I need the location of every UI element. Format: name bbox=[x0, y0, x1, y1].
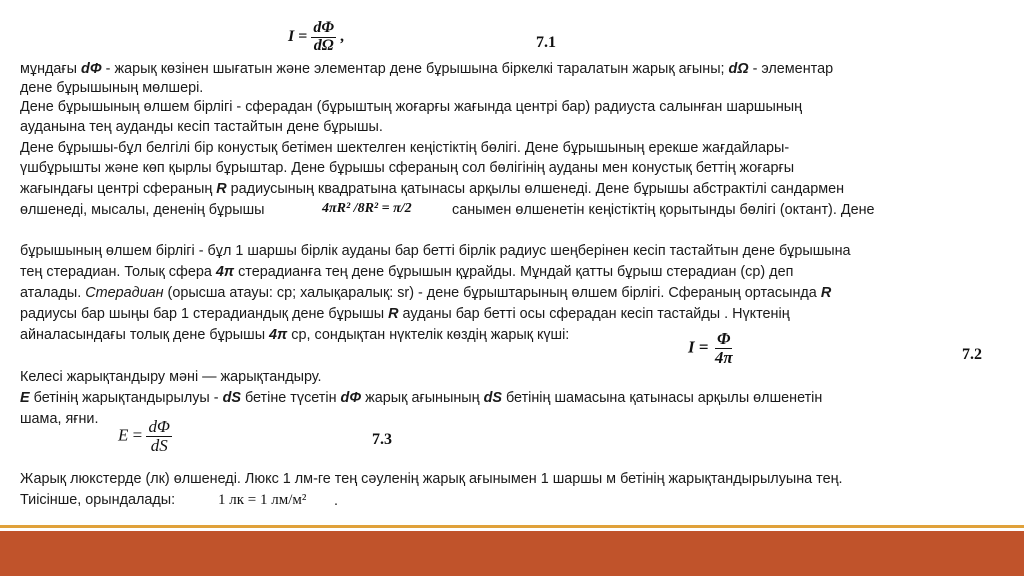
formula-7-3-numerator: dΦ bbox=[148, 417, 170, 436]
text-line-4: ауданына тең ауданды кесіп тастайтын дене бұрышы. bbox=[20, 119, 383, 135]
text-line-18: Тиісінше, орындалады: bbox=[20, 492, 176, 508]
accent-line bbox=[0, 525, 1024, 528]
text-line-8-left: өлшенеді, мысалы, дененің бұрышы bbox=[20, 202, 265, 218]
formula-7-2-fraction bbox=[713, 330, 735, 367]
text-line-12: радиусы бар шыңы бар 1 стерадиандық дене бұрышы R ауданы бар бетті осы сферадан кесіп тастайды . Нүктенің bbox=[20, 306, 790, 322]
formula-7-2 bbox=[688, 330, 735, 367]
formula-7-2-lhs: I bbox=[688, 337, 695, 357]
text-line-11: аталады. Стерадиан (орысша атауы: ср; халықаралық: sr) - дене бұрыштарының өлшем бірлігі. Сфераның ортасында R bbox=[20, 285, 832, 301]
formula-7-2-numerator: Φ bbox=[716, 329, 731, 348]
formula-7-3 bbox=[118, 418, 172, 455]
formula-7-1 bbox=[288, 20, 344, 55]
formula-7-3-denominator: dS bbox=[150, 435, 168, 455]
formula-7-3-lhs: E bbox=[118, 425, 129, 445]
text-line-6: үшбұрышты және көп қырлы бұрыштар. Дене бұрышы сфераның сол бөлігінің ауданы мен конустық беттің жоғарғы bbox=[20, 160, 795, 176]
equation-number-7-2: 7.2 bbox=[962, 346, 982, 363]
formula-lux: 1 лк = 1 лм/м² bbox=[218, 492, 307, 508]
text-line-16: шама, яғни. bbox=[20, 411, 99, 427]
formula-7-3-fraction bbox=[146, 418, 171, 455]
text-line-10: тең стерадиан. Толық сфера 4π стерадианға тең дене бұрышын құрайды. Мұндай қатты бұрыш стерадиан (ср) деп bbox=[20, 264, 794, 280]
formula-octant: 4πR² /8R² = π/2 bbox=[322, 201, 412, 216]
text-line-18-period: . bbox=[334, 493, 338, 509]
text-line-1: мұндағы dΦ - жарық көзінен шығатын және элементар дене бұрышына біркелкі таралатын жарық ағыны; dΩ - элементар bbox=[20, 61, 834, 77]
text-line-5: Дене бұрышы-бұл белгілі бір конустық бетімен шектелген кеңістіктің бөлігі. Дене бұрышының ерекше жағдайлары- bbox=[20, 140, 790, 156]
text-line-17: Жарық люкстерде (лк) өлшенеді. Люкс 1 лм-ге тең сәуленің жарық ағынымен 1 шаршы м бетінің жарықтандырылуына тең. bbox=[20, 471, 843, 487]
footer-accent-bar bbox=[0, 531, 1024, 576]
text-line-9: бұрышының өлшем бірлігі - бұл 1 шаршы бірлік ауданы бар бетті бірлік радиус шеңберінен кесіп тастайтын дене бұрышына bbox=[20, 243, 851, 259]
formula-7-1-eq: = bbox=[298, 27, 308, 45]
text-line-2: дене бұрышының мөлшері. bbox=[20, 80, 204, 96]
text-line-3: Дене бұрышының өлшем бірлігі - сферадан (бұрыштың жоғарғы жағында центрі бар) радиуста салынған шаршының bbox=[20, 99, 803, 115]
formula-7-3-eq: = bbox=[132, 425, 143, 445]
text-line-13: айналасындағы толық дене бұрышы 4π ср, сондықтан нүктелік көздің жарық күші: bbox=[20, 327, 570, 343]
formula-7-1-comma: , bbox=[339, 27, 344, 45]
formula-7-1-denominator: dΩ bbox=[313, 36, 334, 54]
formula-7-1-numerator: dΦ bbox=[313, 19, 334, 36]
equation-number-7-3: 7.3 bbox=[372, 431, 392, 448]
text-line-14: Келесі жарықтандыру мәні — жарықтандыру. bbox=[20, 369, 322, 385]
formula-7-1-lhs: I bbox=[288, 27, 295, 45]
formula-7-1-fraction bbox=[311, 20, 336, 55]
text-line-7: жағындағы центрі сфераның R радиусының квадратына қатынасы арқылы өлшенеді. Дене бұрышы абстрактілі сандармен bbox=[20, 181, 845, 197]
text-line-15: E бетінің жарықтандырылуы - dS бетіне түсетін dΦ жарық ағынының dS бетінің шамасына қатынасы арқылы өлшенетін bbox=[20, 390, 823, 406]
equation-number-7-1: 7.1 bbox=[536, 34, 556, 51]
formula-7-2-denominator: 4π bbox=[714, 347, 733, 367]
formula-7-2-eq: = bbox=[698, 337, 709, 357]
text-line-8-right: санымен өлшенетін кеңістіктің қорытынды бөлігі (октант). Дене bbox=[452, 202, 875, 218]
